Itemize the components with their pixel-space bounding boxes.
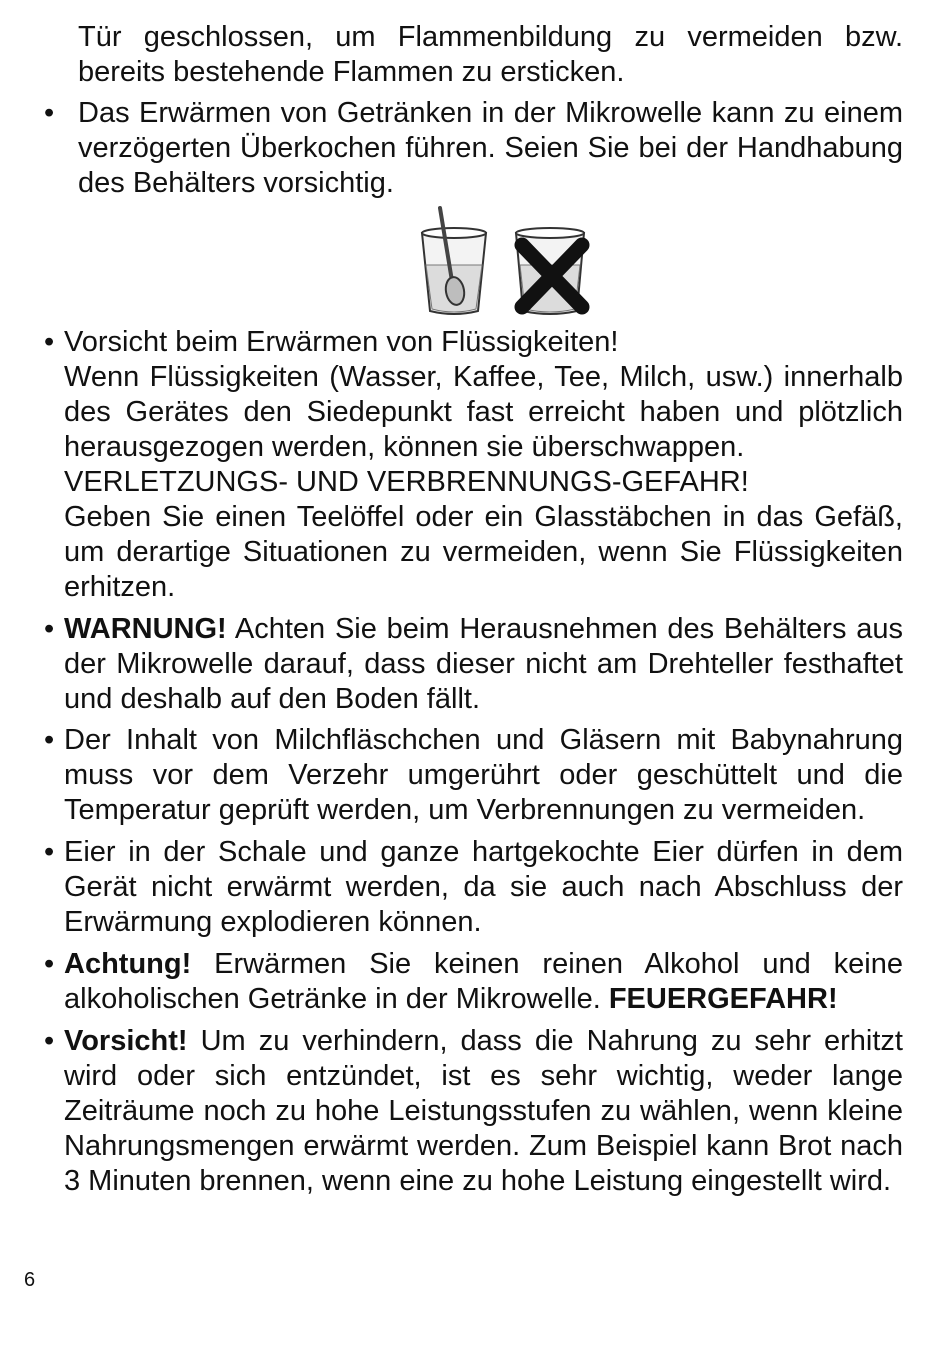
bullet-text: Geben Sie einen Teelöffel oder ein Glasstäbchen in das Gefäß, um derartige Situationen zu vermeiden, wenn Sie Flüssigkeiten erhitzen. <box>64 501 903 603</box>
bullet-dot: • <box>44 948 55 980</box>
bullet-dot: • <box>44 836 55 868</box>
warning-label: WARNUNG! <box>64 613 227 645</box>
bullet-dot: • <box>44 1025 55 1057</box>
hazard-warning: VERLETZUNGS- UND VERBRENNUNGS-GEFAHR! <box>64 466 749 498</box>
bullet-alcohol <box>64 947 903 1017</box>
spoon-in-glass-figure <box>410 203 595 318</box>
bullet-text: Um zu verhindern, dass die Nahrung zu sehr erhitzt wird oder sich entzündet, ist es sehr wichtig, weder lange Zeiträume noch zu hohe Leistungsstufen zu wählen, wenn kleine Nahrungsmengen erwärmt werden. Zum Beispiel kann Brot nach 3 Minuten brennen, wenn eine zu hohe Leistung eingestellt wird. <box>64 1025 903 1197</box>
bullet-delayed-boiling: Das Erwärmen von Getränken in der Mikrowelle kann zu einem verzögerten Überkochen führen. Seien Sie bei der Handhabung des Behälters vorsichtig. <box>78 97 903 199</box>
intro-continuation: Tür geschlossen, um Flammenbildung zu vermeiden bzw. bereits bestehende Flammen zu ersticken. <box>78 21 903 88</box>
fire-hazard-label: FEUERGEFAHR! <box>608 983 838 1015</box>
bullet-dot: • <box>44 724 55 756</box>
bullet-dot: • <box>44 326 55 358</box>
bullet-dot: • <box>44 613 55 645</box>
glass-without-spoon-crossed-icon <box>516 228 584 314</box>
bullet-small-quantities <box>64 1024 903 1199</box>
bullet-dot: • <box>44 97 55 129</box>
bullet-heating-liquids <box>64 325 903 605</box>
bullet-heading: Vorsicht beim Erwärmen von Flüssigkeiten! <box>64 326 619 358</box>
bullet-text: Wenn Flüssigkeiten (Wasser, Kaffee, Tee, Milch, usw.) innerhalb des Gerätes den Siedepunkt fast erreicht haben und plötzlich herausgezogen werden, können sie überschwappen. <box>64 361 903 463</box>
warning-label: Vorsicht! <box>64 1025 188 1057</box>
glass-with-spoon-icon <box>422 208 486 314</box>
bullet-baby-food: Der Inhalt von Milchfläschchen und Gläsern mit Babynahrung muss vor dem Verzehr umgerührt oder geschüttelt und die Temperatur geprüft werden, um Verbrennungen zu vermeiden. <box>64 724 903 826</box>
page-number: 6 <box>24 1269 36 1291</box>
bullet-text: Erwärmen Sie keinen reinen Alkohol und keine alkoholischen Getränke in der Mikrowelle. <box>64 948 903 1015</box>
bullet-text: Achten Sie beim Herausnehmen des Behälters aus der Mikrowelle darauf, dass dieser nicht am Drehteller festhaftet und deshalb auf den Boden fällt. <box>64 613 903 715</box>
warning-label: Achtung! <box>64 948 192 980</box>
bullet-turntable-warning <box>64 612 903 717</box>
bullet-eggs: Eier in der Schale und ganze hartgekochte Eier dürfen in dem Gerät nicht erwärmt werden, da sie auch nach Abschluss der Erwärmung explodieren können. <box>64 836 903 938</box>
